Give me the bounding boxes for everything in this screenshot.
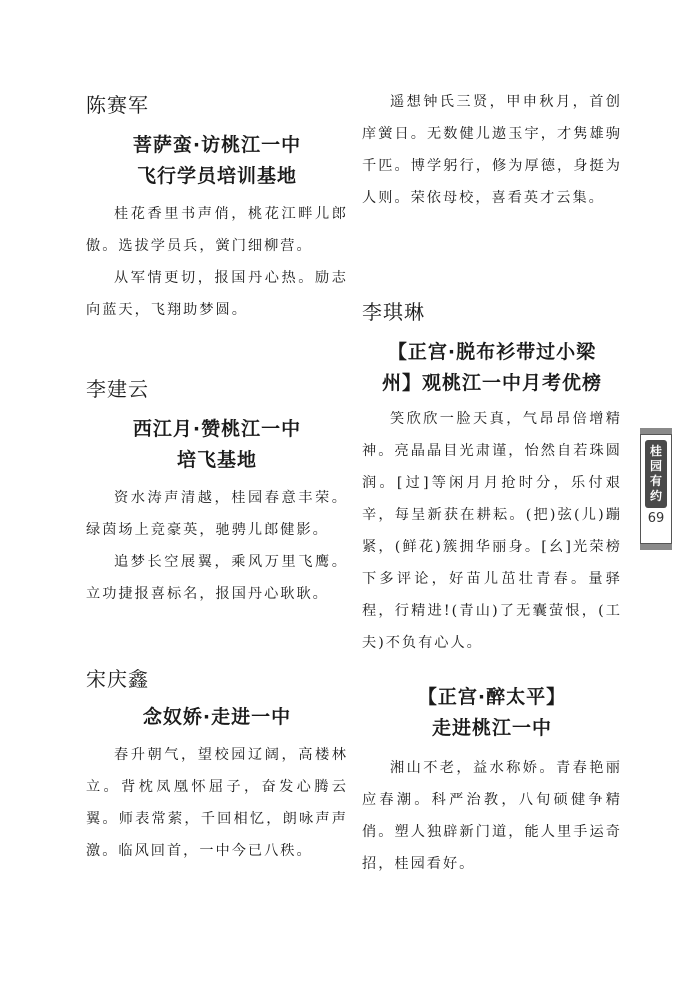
right-column	[362, 0, 622, 983]
poem-title: 【正宫·脱布衫带过小梁	[387, 341, 597, 363]
page-number: 69	[647, 511, 665, 526]
chapter-char: 园	[649, 459, 662, 473]
poem-stanza: 春升朝气，望校园辽阔，高楼林立。背枕凤凰怀屈子，奋发心腾云翼。师表常萦，千回相忆，朗咏声声激。临风回首，一中今已八秩。	[86, 747, 348, 859]
poem-title: 走进桃江一中	[431, 717, 552, 739]
poem-title: 西江月·赞桃江一中	[132, 418, 302, 440]
tab-edge-decoration	[640, 544, 672, 550]
poem-stanza: 遥想钟氏三贤，甲申秋月，首创庠黉日。无数健儿遨玉宇，才隽雄驹千匹。博学躬行，修为厚德，身挺为人则。荣依母校，喜看英才云集。	[362, 94, 622, 206]
chapter-tab	[640, 434, 672, 544]
poem-stanza: 桂花香里书声俏，桃花江畔儿郎傲。选拔学员兵，黉门细柳营。	[86, 206, 348, 254]
chapter-char: 有	[649, 474, 662, 488]
left-column	[86, 0, 348, 983]
poem-title: 念奴娇·走进一中	[142, 706, 292, 728]
poem	[86, 374, 348, 610]
poem-author: 宋庆鑫	[86, 667, 149, 691]
poem-author: 陈赛军	[86, 93, 149, 117]
poem	[86, 664, 348, 867]
poem-stanza: 从军情更切，报国丹心热。励志向蓝天，飞翔助梦圆。	[86, 270, 348, 318]
poem-title: 菩萨蛮·访桃江一中	[132, 134, 302, 156]
poem	[86, 90, 348, 326]
poem-stanza: 资水涛声清越，桂园春意丰荣。绿茵场上竞豪英，驰骋儿郎健影。	[86, 490, 348, 538]
poem-stanza: 追梦长空展翼，乘风万里飞鹰。立功捷报喜标名，报国丹心耿耿。	[86, 554, 348, 602]
chapter-label	[645, 440, 667, 508]
poem	[362, 297, 622, 659]
poem-continuation	[362, 86, 622, 214]
poem-title: 州】观桃江一中月考优榜	[381, 372, 602, 394]
poem-stanza: 笑欣欣一脸天真，气昂昂倍增精神。亮晶晶目光肃谨，怡然自若珠圆润。[过]等闲月月抢时分，乐付艰辛，每呈新获在耕耘。(把)弦(儿)蹦紧，(鲜花)簇拥华丽身。[幺]光荣榜下多评论，好苗儿茁壮青春。量驿程，行精进!(青山)了无囊萤恨，(工夫)不负有心人。	[362, 411, 622, 651]
chapter-char: 桂	[649, 444, 662, 458]
poem-title: 培飞基地	[176, 449, 257, 471]
chapter-char: 约	[649, 489, 662, 503]
poem-title: 【正宫·醉太平】	[417, 686, 567, 708]
poem-title: 飞行学员培训基地	[136, 165, 297, 187]
poem-author: 李琪琳	[362, 300, 425, 324]
poem-author: 李建云	[86, 377, 149, 401]
poem	[362, 682, 622, 880]
poem-stanza: 湘山不老，益水称娇。青春艳丽应春潮。科严治教，八旬硕健争精俏。塑人独辟新门道，能人里手运奇招，桂园看好。	[362, 760, 622, 872]
